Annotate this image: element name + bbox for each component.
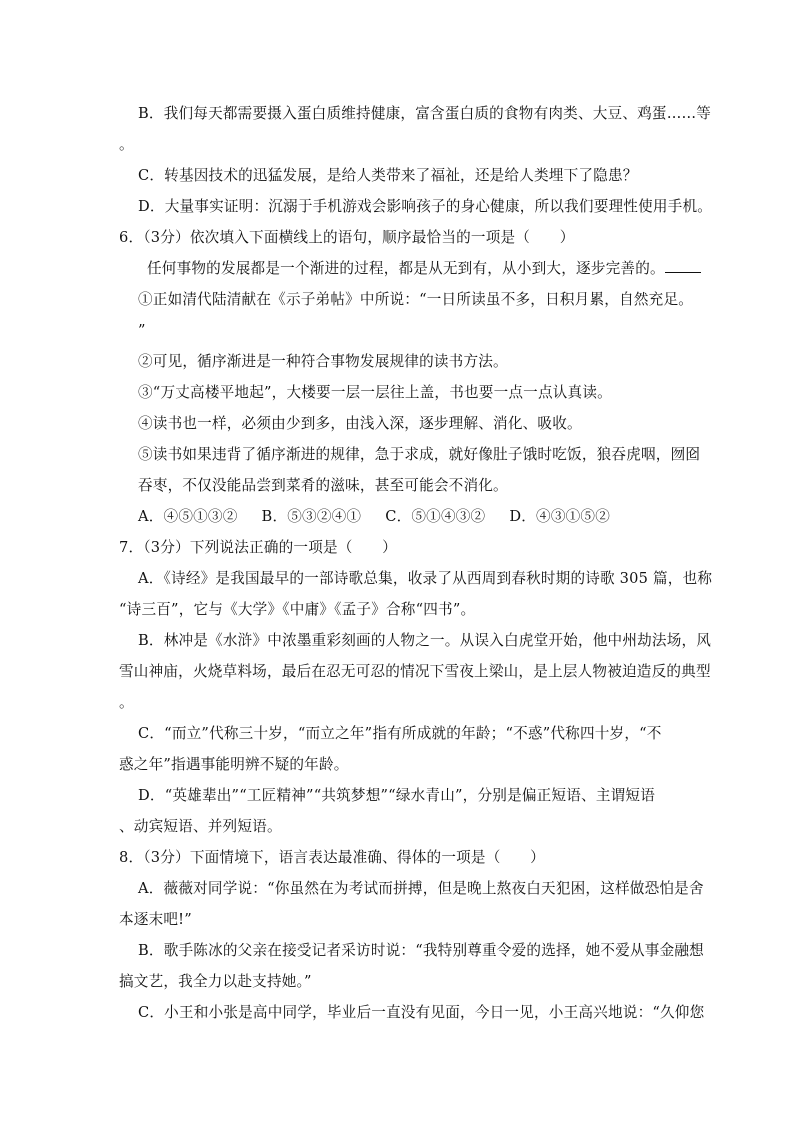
q8-title: 8．（3分）下面情境下，语言表达最准确、得体的一项是（ ） (119, 849, 545, 866)
q7-option-d-line2: 、动宾短语、并列短语。 (119, 818, 282, 835)
answer-blank (665, 258, 701, 273)
q6-sentence-1-line1: ①正如清代陆清献在《示子弟帖》中所说：“一日所读虽不多，日积月累，自然充足。 (138, 291, 694, 308)
q8-option-b-line1: B．歌手陈冰的父亲在接受记者采访时说：“我特别尊重令爱的选择，她不爱从事金融想 (138, 942, 704, 959)
q5-option-b-line1: B．我们每天都需要摄入蛋白质维持健康，富含蛋白质的食物有肉类、大豆、鸡蛋……等 (138, 105, 712, 122)
q6-sentence-5-line1: ⑤读书如果违背了循序渐进的规律，急于求成，就好像肚子饿时吃饭，狼吞虎咽，囫囵 (138, 446, 701, 463)
q6-option-b: B．⑤③②④① (261, 508, 362, 525)
q6-stem (119, 253, 675, 284)
q6-title: 6．（3分）依次填入下面横线上的语句，顺序最恰当的一项是（ ） (119, 229, 575, 246)
q6-option-a: A．④⑤①③② (138, 508, 238, 525)
q5-option-d: D．大量事实证明：沉溺于手机游戏会影响孩子的身心健康，所以我们要理性使用手机。 (138, 198, 713, 215)
q8-option-a-line2: 本逐末吧!” (119, 911, 192, 928)
q6-sentence-1-line2: ” (138, 322, 146, 339)
q8-option-b-line2: 搞文艺，我全力以赴支持她。” (119, 973, 312, 990)
q7-option-d-line1: D．“英雄辈出”“工匠精神”“共筑梦想”“绿水青山”，分别是偏正短语、主谓短语 (138, 787, 656, 804)
q7-option-b-line1: B．林冲是《水浒》中浓墨重彩刻画的人物之一。从误入白虎堂开始，他中州劫法场，风 (138, 632, 712, 649)
q7-option-c-line1: C．“而立”代称三十岁，“而立之年”指有所成就的年龄；“不惑”代称四十岁，“不 (138, 725, 662, 742)
q7-option-b-line2: 雪山神庙，火烧草料场，最后在忍无可忍的情况下雪夜上梁山，是上层人物被迫造反的典型 (119, 663, 711, 680)
question-content (119, 98, 713, 1028)
q6-stem-text: 任何事物的发展都是一个渐进的过程，都是从无到有，从小到大，逐步完善的。 (147, 260, 665, 277)
q7-option-c-line2: 惑之年”指遇事能明辨不疑的年龄。 (119, 756, 349, 773)
q5-option-b-line2: 。 (119, 136, 134, 153)
q6-sentence-5-line2: 吞枣，不仅没能品尝到菜肴的滋味，甚至可能会不消化。 (138, 477, 508, 494)
q6-options (119, 501, 675, 532)
q6-sentence-4: ④读书也一样，必须由少到多，由浅入深，逐步理解、消化、吸收。 (138, 415, 582, 432)
q6-option-c: C．⑤①④③② (385, 508, 486, 525)
q7-option-a-line2: “诗三百”，它与《大学》《中庸》《孟子》合称“四书”。 (119, 601, 476, 618)
q7-option-a-line1: A．《诗经》是我国最早的一部诗歌总集，收录了从西周到春秋时期的诗歌 305 篇，也称 (138, 570, 713, 587)
q7-title: 7．（3分）下列说法正确的一项是（ ） (119, 539, 397, 556)
q7-option-b-line3: 。 (119, 694, 134, 711)
q6-option-d: D．④③①⑤② (509, 508, 611, 525)
q6-sentence-2: ②可见，循序渐进是一种符合事物发展规律的读书方法。 (138, 353, 508, 370)
q6-sentence-3: ③“万丈高楼平地起”，大楼要一层一层往上盖，书也要一点一点认真读。 (138, 384, 612, 401)
q5-option-c: C．转基因技术的迅猛发展，是给人类带来了福祉，还是给人类埋下了隐患？ (138, 167, 638, 184)
q8-option-c-line1: C．小王和小张是高中同学，毕业后一直没有见面，今日一见，小王高兴地说：“久仰您 (138, 1004, 705, 1021)
q8-option-a-line1: A．薇薇对同学说：“你虽然在为考试而拼搏，但是晚上熬夜白天犯困，这样做恐怕是舍 (138, 880, 704, 897)
